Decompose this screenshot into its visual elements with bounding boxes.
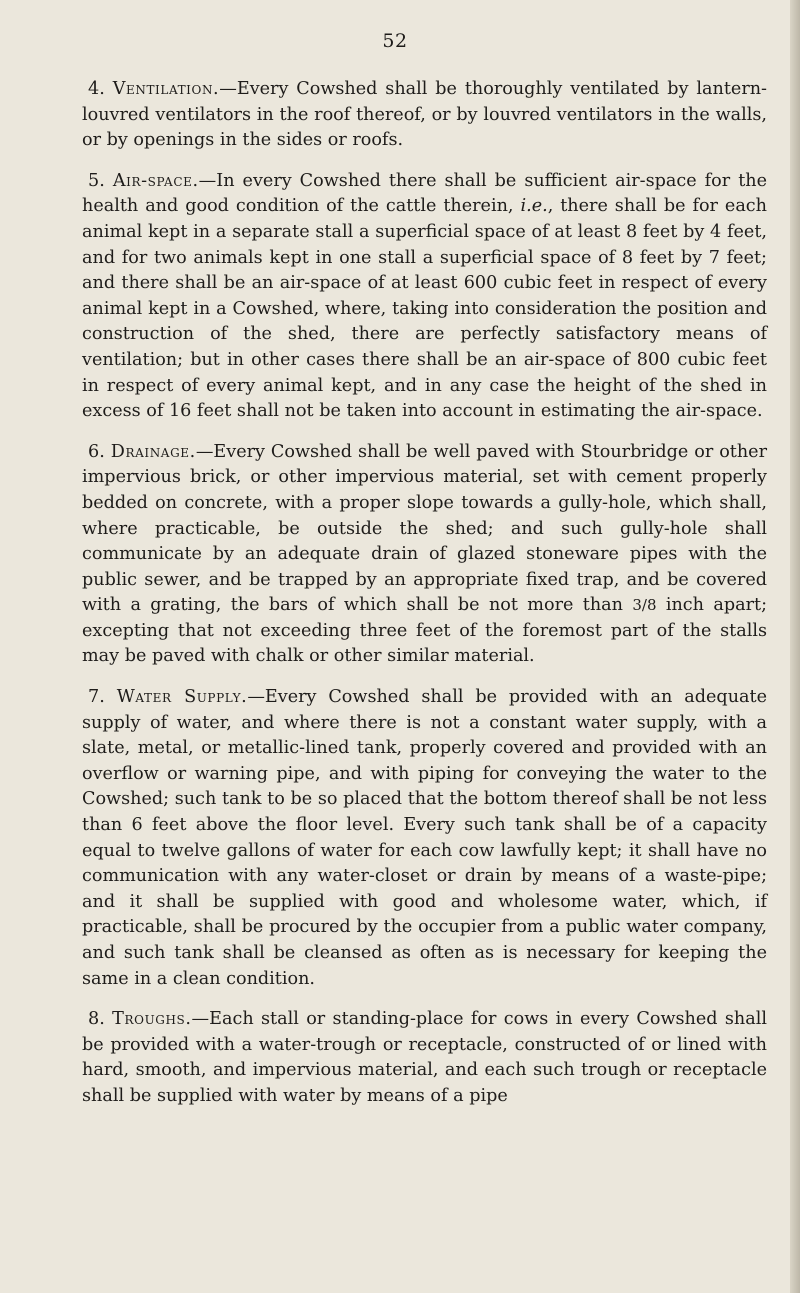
section-ventilation [82, 77, 767, 154]
section-troughs [82, 1007, 767, 1109]
section-heading: Ventilation. [112, 79, 220, 99]
section-heading: Air-space. [112, 170, 199, 191]
fraction: 3/8 [632, 596, 657, 615]
section-number: 5. [88, 170, 105, 191]
section-paragraph [82, 440, 767, 670]
section-paragraph [82, 169, 767, 425]
page-edge-shadow [790, 0, 800, 1293]
section-drainage [82, 440, 767, 670]
section-heading: Troughs. [112, 1009, 192, 1030]
italic-abbreviation: i.e. [520, 196, 548, 217]
section-air-space [82, 169, 767, 425]
section-paragraph [82, 1007, 767, 1109]
section-paragraph [82, 77, 767, 154]
section-text: —Every Cowshed shall be provided with an adequate supply of water, and where there is not a constant water supply, with a slate, metal, or metallic-lined tank, properly covered and provided with an overflow or warning pipe, and with piping for conveying the water to the Cowshed; such tank to be so placed that the bottom thereof shall be not less than 6 feet above the floor level. Every such tank shall be of a capacity equal to twelve gallons of water for each cow lawfully kept; it shall have no communication with any water-closet or drain by means of a waste-pipe; and it shall be supplied with good and wholesome water, which, if practicable, shall be procured by the occupier from a public water company, and such tank shall be cleansed as often as is necessary for keeping the same in a clean condition. [82, 687, 767, 989]
section-text: —Every Cowshed shall be well paved with Stourbridge or other impervious brick, or other impervious material, set with cement properly bedded on concrete, with a proper slope towards a gully-hole, which shall, where practicable, be outside the shed; and such gully-hole shall communicate by an adequate drain of glazed stoneware pipes with the public sewer, and be trapped by an appropriate fixed trap, and be covered with a grating, the bars of which shall be not more than [82, 441, 768, 616]
page-number: 52 [382, 30, 408, 52]
section-text: —Every Cowshed shall be thoroughly ventilated by lantern-louvred ventilators in the roof thereof, or by louvred ventilators in the walls, or by openings in the sides or roofs. [82, 79, 768, 151]
section-heading: Drainage. [110, 441, 196, 462]
section-number: 6. [88, 441, 105, 462]
section-number: 8. [88, 1009, 105, 1030]
section-heading: Water Supply. [116, 687, 248, 708]
body-text [82, 77, 767, 1125]
section-text-continued: inch apart; excepting that not exceeding three feet of the foremost part of the stalls may be paved with chalk or other similar material. [82, 595, 767, 667]
section-water-supply [82, 685, 767, 992]
section-number: 4. [88, 79, 105, 99]
section-paragraph [82, 685, 767, 992]
section-text-continued: , there shall be for each animal kept in a separate stall a superficial space of at least 8 feet by 4 feet, and for two animals kept in one stall a superficial space of 8 feet by 7 feet; and there shall be an air-space of at least 600 cubic feet in respect of every animal kept in a Cowshed, where, taking into consideration the position and construction of the shed, there are perfectly satisfactory means of ventilation; but in other cases there shall be an air-space of 800 cubic feet in respect of every animal kept, and in any case the height of the shed in excess of 16 feet shall not be taken into account in estimating the air-space. [82, 196, 767, 422]
section-text: —Each stall or standing-place for cows in every Cowshed shall be provided with a water-trough or receptacle, constructed of or lined with hard, smooth, and impervious material, and each such trough or receptacle shall be supplied with water by means of a pipe [82, 1009, 768, 1106]
section-number: 7. [88, 687, 105, 708]
section-text: —In every Cowshed there shall be sufficient air-space for the health and good condition of the cattle therein, [82, 170, 768, 217]
